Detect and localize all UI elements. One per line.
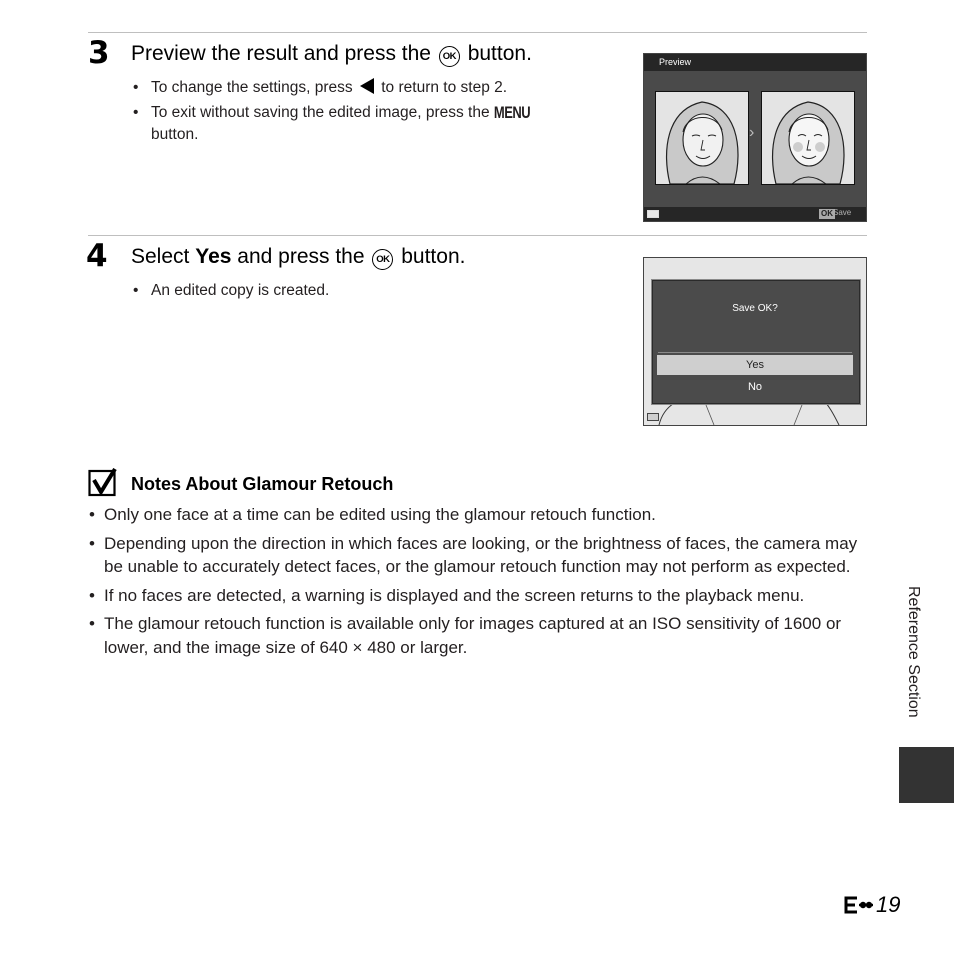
preview-screen — [643, 53, 867, 222]
chevron-right-icon: › — [749, 124, 755, 141]
reference-section-icon — [844, 894, 874, 916]
notes-list — [88, 503, 864, 664]
check-note-icon — [88, 468, 118, 498]
step-3-title — [131, 42, 532, 67]
step-4-bullets — [131, 280, 601, 302]
left-triangle-icon — [360, 78, 374, 94]
step-3-title-suffix: button. — [467, 42, 532, 65]
step-4-title: Select Yes and press the OK button. — [131, 245, 466, 268]
ok-button-icon: OK — [372, 249, 393, 270]
yes-emphasis: Yes — [195, 245, 232, 268]
section-label-text: Reference Section — [905, 586, 922, 718]
list-item: • An edited copy is created. — [131, 280, 601, 302]
menu-button-icon: MENU — [493, 103, 531, 122]
section-side-label — [902, 586, 926, 736]
ok-button-icon: OK — [439, 46, 460, 67]
battery-icon — [647, 210, 659, 218]
face-illustration-icon — [762, 92, 854, 184]
save-label: Save — [833, 208, 852, 217]
step-3-title-text: Preview the result and press the — [131, 42, 431, 65]
top-rule — [88, 32, 867, 33]
save-confirm-screen — [643, 257, 867, 426]
list-item: • If no faces are detected, a warning is displayed and the screen returns to the playback menu. — [88, 584, 864, 608]
face-illustration-icon — [656, 92, 748, 184]
step-4-number: 4 — [86, 238, 108, 274]
list-item: • Only one face at a time can be edited using the glamour retouch function. — [88, 503, 864, 527]
list-item: • The glamour retouch function is available only for images captured at an ISO sensitivity of 1600 or lower, and the image size of 640 × 480 or larger. — [88, 612, 864, 659]
option-yes[interactable]: Yes — [657, 355, 853, 375]
page-number: 19 — [876, 892, 901, 917]
battery-icon — [647, 413, 659, 421]
notes-heading: Notes About Glamour Retouch — [131, 474, 394, 494]
dialog-divider — [658, 352, 852, 353]
list-item: • Depending upon the direction in which faces are looking, or the brightness of faces, the camera may be unable to accurately detect faces, or the glamour retouch function may not perform as expected. — [88, 532, 864, 579]
preview-header-label: Preview — [659, 57, 692, 67]
step-3-bullets — [131, 77, 601, 146]
before-face-image — [655, 91, 749, 185]
step-3-number: 3 — [88, 35, 110, 71]
middle-rule — [88, 235, 867, 236]
list-item: • To exit without saving the edited image, press the MENU button. — [131, 102, 601, 146]
section-thumb-tab — [899, 747, 954, 803]
ok-badge: OK — [821, 209, 833, 218]
dialog-prompt: Save OK? — [732, 303, 778, 314]
after-face-image — [761, 91, 855, 185]
list-item: • To change the settings, press to return to step 2. — [131, 77, 601, 99]
option-no[interactable]: No — [747, 381, 763, 393]
